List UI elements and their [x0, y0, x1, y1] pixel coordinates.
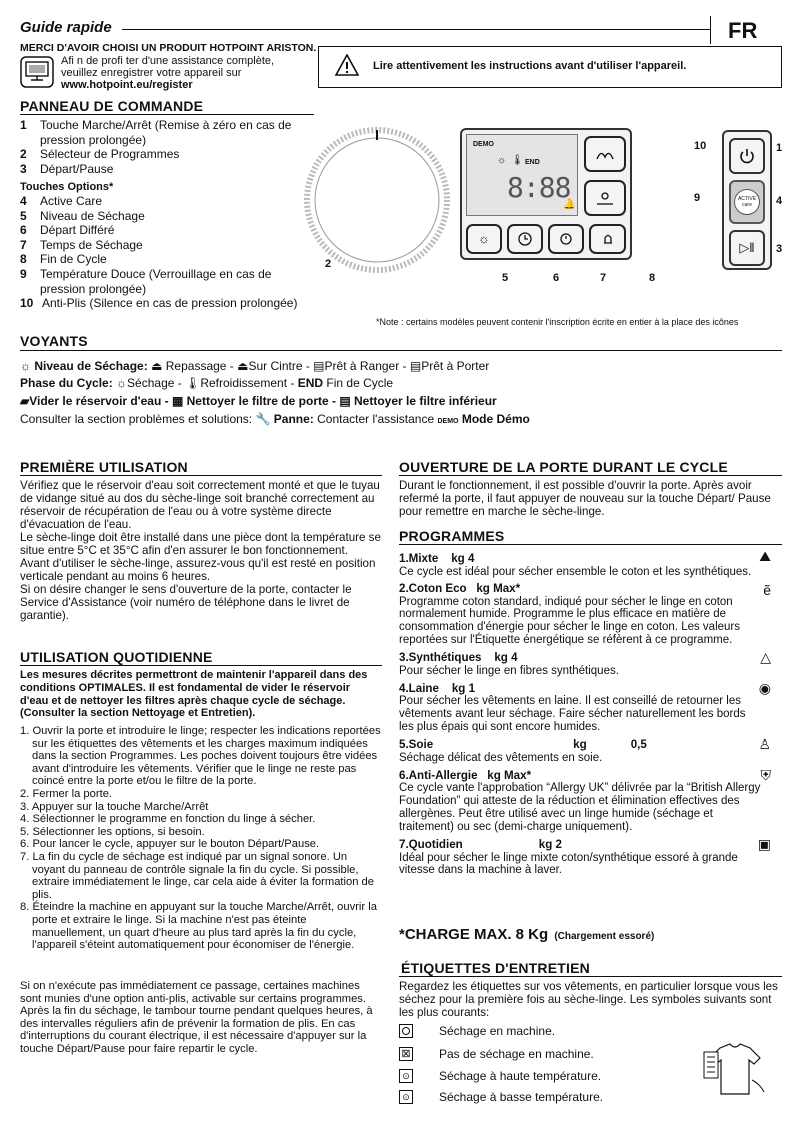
- label-3: 3: [776, 243, 783, 255]
- mixed-fabric-icon: ⛰: [759, 548, 771, 564]
- sun-icon: ☼: [116, 376, 128, 390]
- etiquettes-text: Regardez les étiquettes sur vos vêtements, en particulier lorsque vous les séchez pour la première fois au sèche-linge. Les symboles suivants sont les plus courants:: [399, 980, 778, 1019]
- care-item: Séchage en machine.: [399, 1024, 555, 1038]
- warning-text: Lire attentivement les instructions avant d'utiliser l'appareil.: [373, 60, 687, 73]
- thanks-text: MERCI D'AVOIR CHOISI UN PRODUIT HOTPOINT ARISTON.: [20, 42, 317, 54]
- section-title-programmes: PROGRAMMES: [399, 528, 505, 544]
- display-screen: [466, 134, 578, 216]
- icons-note: *Note : certains modèles peuvent contenir l'inscription écrite en entier à la place des icônes: [376, 317, 739, 327]
- section-rule: [399, 544, 782, 545]
- option-item-9: 9 Température Douce (Verrouillage en cas de pression prolongée): [20, 266, 272, 296]
- display-panel: [460, 128, 632, 260]
- voyants-line-2: Phase du Cycle: ☼Séchage - 🌡Refroidissement - END Fin de Cycle: [20, 376, 394, 390]
- high-temp-icon: ⊙: [399, 1069, 413, 1083]
- care-item: ⊙ Séchage à basse température.: [399, 1090, 603, 1104]
- label-8: 8: [649, 272, 656, 284]
- care-item: ⊠ Pas de séchage en machine.: [399, 1047, 594, 1061]
- wrench-icon: 🔧: [255, 412, 271, 426]
- low-temp-icon: ⊙: [399, 1090, 413, 1104]
- hanger-icon: ⏏: [237, 359, 249, 373]
- thermometer-icon: 🌡: [185, 376, 201, 390]
- premiere-text: Vérifiez que le réservoir d'eau soit correctement monté et que le tuyau de vidange situé au dos du sèche-linge soit branché correctement au réservoir de récupération de l'eau ou à votre système directe d'évacuation de l'eau. Le sèche-linge doit être installé dans une pièce dont la température se situe entre 5°C et 35°C afin d'en assurer le bon fonctionnement. Avant d'utiliser le sèche-linge, assurez-vous qu'il est resté en position verticale pendant au moins 6 heures. Si on désire changer le sens d'ouverture de la porte, contacter le Service d'Assistance (voir numéro de téléphone dans le livret de garantie).: [20, 479, 381, 622]
- demo-label: DEMO: [473, 141, 494, 148]
- garment-label-icon: [700, 1040, 770, 1104]
- section-title-quotidienne: UTILISATION QUOTIDIENNE: [20, 649, 213, 665]
- bell-icon: 🔔: [563, 199, 576, 210]
- label-4: 4: [776, 195, 783, 207]
- power-button[interactable]: [729, 138, 765, 174]
- options-title: Touches Options*: [20, 181, 114, 193]
- options-list: [20, 194, 310, 311]
- quotidienne-tail: Si on n'exécute pas immédiatement ce passage, certaines machines sont munies d'une option anti-plis, activable sur certains programmes. Après la fin du séchage, le tambour tourne pendant quelques heures, à des intervalles réguliers afin de prévenir la formation de plis. En cas d'interruptions du courant électrique, il est nécessaire d'appuyer sur la touche Départ/Pause pour faire repartir le cycle.: [20, 980, 373, 1055]
- option-item-7: 7 Temps de Séchage: [20, 237, 143, 252]
- register-line-1: Afi n de profi ter d'une assistance complète,: [61, 55, 275, 67]
- section-title-panneau: PANNEAU DE COMMANDE: [20, 98, 204, 114]
- voyants-line-4: Consulter la section problèmes et solutions: 🔧 Panne: Contacter l'assistance DEMO Mode Démo: [20, 412, 530, 426]
- option-item-4: 4 Active Care: [20, 194, 103, 208]
- cotton-eco-icon: ẽ: [763, 581, 771, 598]
- iron-icon: ⏏: [151, 359, 163, 373]
- voyants-line-3: ▰Vider le réservoir d'eau - ▦ Nettoyer le filtre de porte - ▤ Nettoyer le filtre inférieur: [20, 394, 497, 408]
- header-divider: [710, 16, 711, 44]
- label-7: 7: [600, 272, 607, 284]
- program-list: [399, 548, 787, 877]
- section-rule: [20, 665, 382, 666]
- program-mixte: 1.Mixte kg 4 Ce cycle est idéal pour sécher ensemble le coton et les synthétiques. ⛰: [399, 548, 771, 578]
- cupboard-icon: ▤: [313, 359, 325, 373]
- water-tank-icon: ▰: [20, 394, 30, 408]
- anti-crease-button[interactable]: [584, 136, 626, 172]
- time-display: 8:88: [507, 171, 571, 204]
- section-rule: [399, 475, 782, 476]
- header-rule: [122, 29, 710, 30]
- page-title: Guide rapide: [20, 19, 112, 36]
- active-care-button[interactable]: [729, 180, 765, 224]
- program-laine: 4.Laine kg 1 Pour sécher les vêtements en laine. Il est conseillé de retourner les vêtements avant leur séchage. Faire sécher naturellement les bords les plus épais qui sont encore humides. ◉: [399, 679, 771, 733]
- panel-list: [20, 118, 310, 176]
- end-of-cycle-button[interactable]: [589, 224, 626, 254]
- end-label: END: [525, 159, 540, 166]
- section-rule: [20, 475, 382, 476]
- door-filter-icon: ▦: [171, 394, 184, 408]
- no-tumble-dry-icon: ⊠: [399, 1047, 413, 1061]
- option-item-8: 8 Fin de Cycle: [20, 252, 107, 267]
- start-pause-button[interactable]: [729, 230, 765, 266]
- section-title-voyants: VOYANTS: [20, 333, 88, 349]
- label-10: 10: [694, 140, 707, 152]
- quotidienne-steps: 1. Ouvrir la porte et introduire le linge; respecter les indications reportées sur les étiquettes des vêtements et les charges maximum indiquées dans la section Programmes. Les poches doivent toujours être vidées avant d'introduire les vêtements. Vérifier que le linge ne reste pas coincé entre la porte et/ou le filtre de la porte. 2. Fermer la porte. 3. Appuyer sur la touche Marche/Arrêt 4. Sélectionner le programme en fonction du linge à sécher. 5. Sélectionner les options, si besoin. 6. Pour lancer le cycle, appuyer sur le bouton Départ/Pause. 7. La fin du cycle de séchage est indiqué par un signal sonore. Un voyant du panneau de contrôle signale la fin du cycle. Si possible, extraire immédiatement le linge, car cela aide à éviter la formation de plis. 8. Éteindre la machine en appuyant sur la touche Marche/Arrêt, ouvrir la porte et extraire le linge. Si la machine n'est pas éteinte manuellement, un quart d'heure au plus tard après la fin du cycle, l'appareil s'éteint automatiquement pour économiser de l'énergie.: [20, 725, 381, 952]
- section-title-etiquettes: ÉTIQUETTES D'ENTRETIEN: [401, 960, 590, 976]
- play-pause-icon: ▷‖: [739, 240, 755, 256]
- program-coton-eco: 2.Coton Eco kg Max* Programme coton standard, indiqué pour sécher le linge en coton normalement humide. Programme le plus efficace en matière de consommation d'énergie pour sécher le linge en coton. Les valeurs reportées sur l'Étiquette énergétique se réfèrent à ce programme. ẽ: [399, 581, 771, 646]
- option-item-10: 10 Anti-Plis (Silence en cas de pression prolongée): [20, 296, 298, 311]
- ouverture-text: Durant le fonctionnement, il est possible d'ouvrir la porte. Après avoir refermé la porte, il faut appuyer de nouveau sur la touche Départ/ Pause pour remettre en marche le sèche-linge.: [399, 479, 771, 518]
- language-code: FR: [728, 18, 758, 43]
- label-2: 2: [325, 258, 332, 270]
- option-item-5: 5 Niveau de Séchage: [20, 208, 145, 223]
- max-load: *CHARGE MAX. 8 Kg (Chargement essoré): [399, 926, 655, 943]
- register-line-2: veuillez enregistrer votre appareil sur: [61, 67, 242, 79]
- panel-item-2: 2 Sélecteur de Programmes: [20, 147, 180, 162]
- sun-icon: ☼: [497, 155, 507, 166]
- panel-item-3: 3 Départ/Pause: [20, 161, 114, 176]
- gentle-temp-button[interactable]: [584, 180, 626, 216]
- program-selector-knob[interactable]: [303, 126, 451, 274]
- label-6: 6: [553, 272, 560, 284]
- tumble-dry-icon: [399, 1024, 413, 1038]
- program-quotidien: 7.Quotidien kg 2 Idéal pour sécher le linge mixte coton/synthétique essoré à grande vitesse dans la machine à laver. ▣: [399, 835, 771, 877]
- anti-allergy-icon: ⛨: [760, 766, 771, 783]
- label-5: 5: [502, 272, 509, 284]
- voyants-line-1: ☼ Niveau de Séchage: ⏏ Repassage - ⏏Sur Cintre - ▤Prêt à Ranger - ▤Prêt à Porter: [20, 359, 490, 373]
- delay-start-button[interactable]: [507, 224, 543, 254]
- sun-icon: ☼: [20, 359, 31, 373]
- option-item-6: 6 Départ Différé: [20, 223, 115, 238]
- section-title-premiere: PREMIÈRE UTILISATION: [20, 459, 188, 475]
- temp-icon: 🌡: [511, 155, 524, 166]
- program-synthetiques: 3.Synthétiques kg 4 Pour sécher le linge en fibres synthétiques. △: [399, 648, 771, 677]
- label-9: 9: [694, 192, 701, 204]
- drying-time-button[interactable]: [548, 224, 584, 254]
- section-rule: [20, 114, 314, 115]
- quotidienne-intro: Les mesures décrites permettront de maintenir l'appareil dans des conditions OPTIMALES. Il est fondamental de vider le réservoir d'eau et de nettoyer les filtres après chaque cycle de séchage. (Consulter la section Nettoyage et Entretien).: [20, 669, 368, 720]
- care-item: ⊙ Séchage à haute température.: [399, 1069, 601, 1083]
- wool-icon: ◉: [758, 679, 771, 696]
- warning-box: [318, 46, 782, 88]
- computer-icon: [20, 56, 54, 88]
- lower-filter-icon: ▤: [339, 394, 351, 408]
- side-button-column: [722, 130, 772, 270]
- panel-item-1: 1 Touche Marche/Arrêt (Remise à zéro en cas de pression prolongée): [20, 118, 292, 147]
- label-1: 1: [776, 142, 783, 154]
- silk-icon: ♙: [758, 735, 771, 752]
- synthetic-icon: △: [760, 648, 771, 665]
- register-url[interactable]: www.hotpoint.eu/register: [61, 79, 193, 91]
- drying-level-button[interactable]: ☼: [466, 224, 502, 254]
- active-care-label: ACTIVE care: [734, 189, 760, 215]
- section-title-ouverture: OUVERTURE DE LA PORTE DURANT LE CYCLE: [399, 459, 728, 475]
- section-rule: [20, 350, 782, 351]
- program-soie: 5.Soie kg 0,5 Séchage délicat des vêtements en soie. ♙: [399, 735, 771, 764]
- daily-icon: ▣: [757, 835, 771, 852]
- ready-wear-icon: ▤: [409, 359, 422, 373]
- section-rule: [399, 976, 782, 977]
- warning-icon: [335, 54, 359, 80]
- program-anti-allergie: 6.Anti-Allergie kg Max* Ce cycle vante l'approbation “Allergy UK” délivrée par la “British Allergy Foundation” qui atteste de la réduction et élimination effectives des allergènes. Peut être utilisé avec un linge humide (séchage et traitement) ou sec (demi-charge uniquement). ⛨: [399, 766, 771, 833]
